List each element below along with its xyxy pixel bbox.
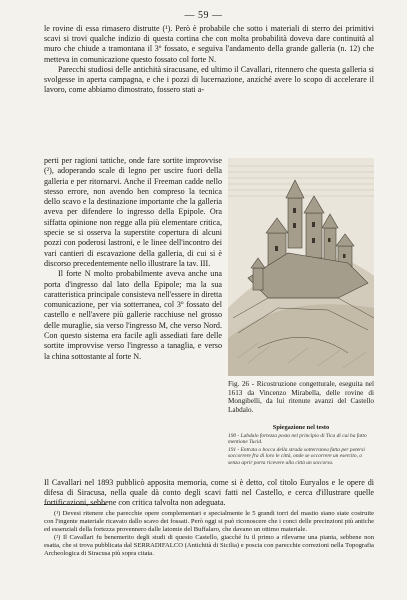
footnote-rule bbox=[44, 504, 106, 505]
body-text-bottom: Il Cavallari nel 1893 pubblicò apposita memoria, come si è detto, col titolo Euryalos e le opere di difesa di Siracusa, nella quale dà conto degli scavi fatti nel Castello, e cerca d'illustrare quelle fortificazioni, sebbene con critica talvolta non adeguata. bbox=[44, 478, 374, 508]
paragraph-3: perti per ragioni tattiche, onde fare sortite improvvise (²), adoperando scale di legno per uscire fuori della galleria e per ritornarvi. Anche il Freeman cadde nello stesso errore, non avendo ben compreso la tecnica dello scavo e la destinazione importante che la galleria aveva per difendere lo ingresso della Epipole. Ora siffatta opinione non regge alla più elementare critica, specie se si osserva la superstite copertura di alcuni pozzi con poderosi lastroni, e le linee dell'incontro dei vari cantieri di escavazione della galleria, di cui si è discorso precedentemente nello illustrare la tav. III. bbox=[44, 156, 222, 268]
footnote-1: (¹) Devesi ritenere che parecchie opere complementari e specialmente le 5 grandi torri del mastio siano state costruite con l'ingente materiale ricavato dallo scavo dei fossati. Però oggi si può riconoscere che i conci delle precinzioni più antiche ed essenziali della fortezza provennero dalle latomie del Buffalaro, che davano un ottimo materiale. bbox=[44, 510, 374, 533]
paragraph-1: le rovine di essa rimasero distrutte (¹). Però è probabile che sotto i materiali di sterro dei primitivi scavi si trovi qualche indizio di questa cortina che con molta probabilità doveva dare continuità al muro che chiude a tramontana il 3º fossato, e seguiva l'andamento della grande galleria (n. 12) che metteva in comunicazione questo fossato col forte N. bbox=[44, 24, 374, 64]
footnote-2: (²) Il Cavallari fu benemerito degli studi di questo Castello, giacché fu il primo a rilevarne una pianta, sebbene non esatta, che si trova pubblicata dal SERRADIFALCO (Antichità di Sicilia) e poscia con parecchie correzioni nella Topografia Archeologica di Siracusa più sopra citata. bbox=[44, 534, 374, 557]
footnotes bbox=[44, 510, 374, 558]
page-number: — 59 — bbox=[184, 10, 223, 21]
body-text-top bbox=[44, 24, 374, 95]
body-text-left-column bbox=[44, 156, 222, 362]
figure-legend-item-190: 190 - Labdalo fortezza posta nel principio di Tica di cui ha fatto mentione Tucid. bbox=[228, 433, 367, 446]
castle-engraving-image bbox=[228, 158, 374, 376]
paragraph-4: Il forte N molto probabilmente aveva anche una porta d'ingresso dal lato della Epipole; ma la sua caratteristica principale consisteva nell'essere in diretta comunicazione, per via sotterranea, col 3º fossato del castello e nell'avere più gallerie racchiuse nel grosso delle muraglie, sia verso l'ingresso M, che verso Nord. Con questo sistema era facile agli assediati fare delle sortite improvvise verso l'ingresso a tanaglia, e verso la china sottostante al forte N. bbox=[44, 269, 222, 361]
figure-caption: Fig. 26 - Ricostruzione congetturale, eseguita nel 1613 da Vincenzo Mirabella, delle rovine di Mongibelli, da lui ritenute avanzi del Castello Labdalo. bbox=[228, 380, 374, 414]
figure-legend-title: Spiegazione nel testo bbox=[272, 424, 330, 431]
figure-legend-item-191: 191 - Entrata o bocca della strada sotterranea fatta per potersi soccorrere fra di loro le città, onde se occorrere un esercito, a senza aprir porta ricevere alla città un soccorso. bbox=[228, 447, 365, 466]
paragraph-2: Parecchi studiosi delle antichità siracusane, ed ultimo il Cavallari, ritennero che questa galleria si svolgesse in aperta campagna, e che i pozzi di lucernazione, anziché avere lo scopo di accelerare il lavoro, come abbiamo dimostrato, fossero stati a- bbox=[44, 64, 374, 95]
figure-26-illustration bbox=[228, 158, 374, 376]
